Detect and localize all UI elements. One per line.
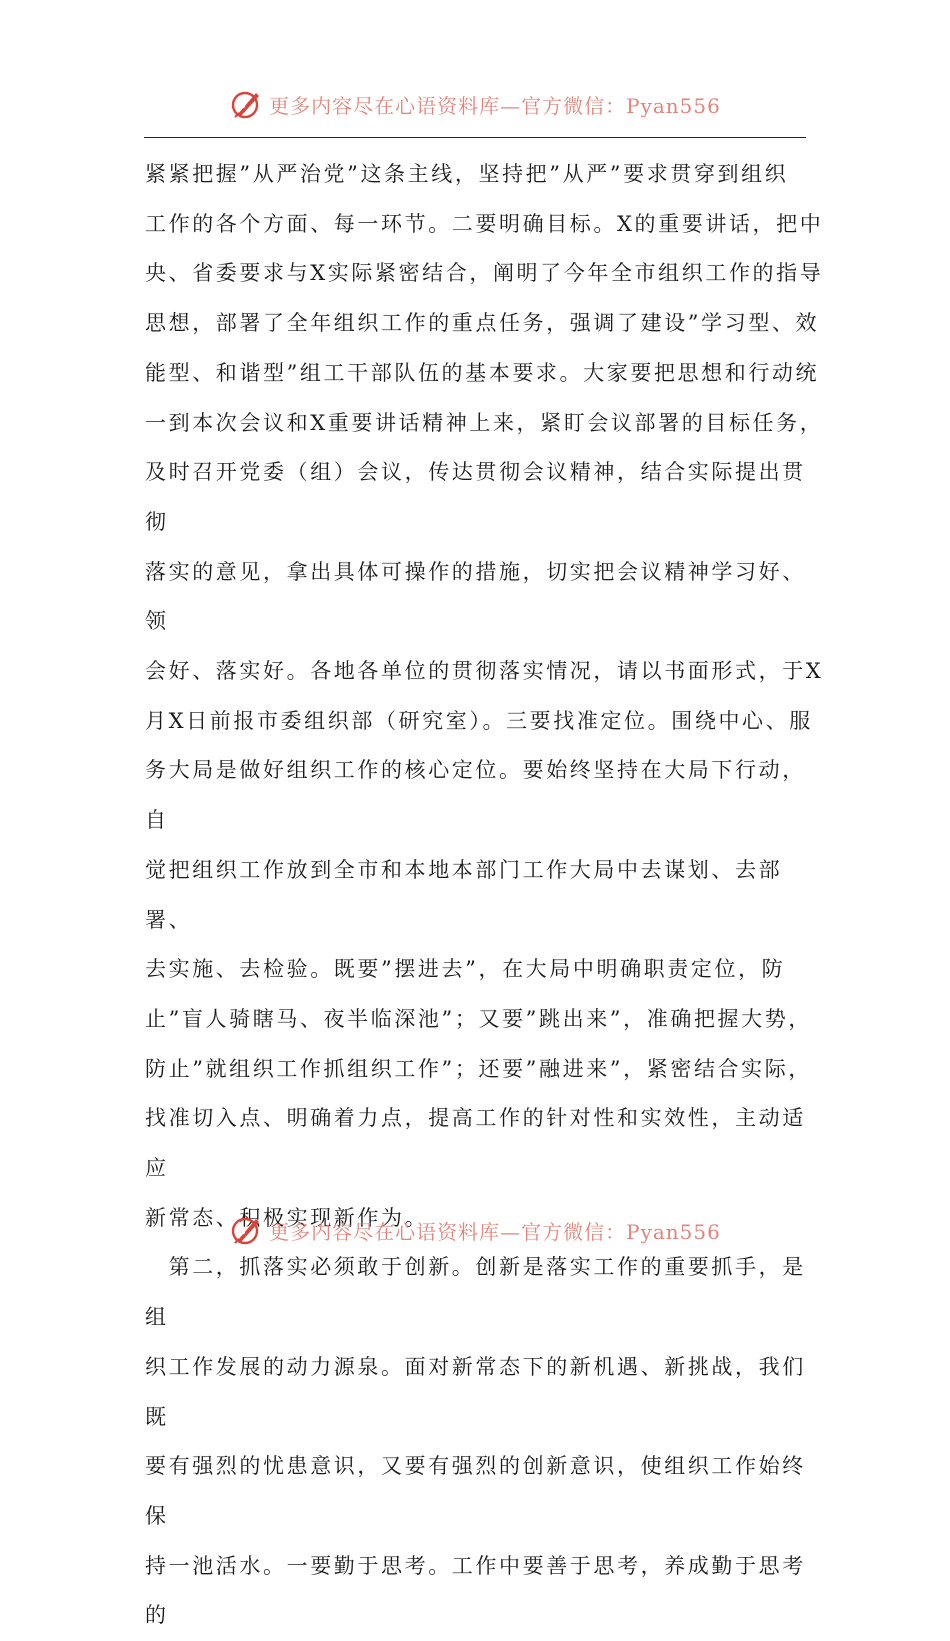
text-line: 防止”就组织工作抓组织工作”；还要”融进来”，紧密结合实际， (145, 1056, 812, 1081)
footer-watermark (0, 1208, 950, 1252)
text-line: 一到本次会议和X重要讲话精神上来，紧盯会议部署的目标任务， (145, 410, 824, 435)
text-line: 要有强烈的忧患意识，又要有强烈的创新意识，使组织工作始终保 (145, 1454, 806, 1528)
watermark-text: 更多内容尽在心语资料库—官方微信：Pyan556 (269, 93, 721, 118)
text-line: 务大局是做好组织工作的核心定位。要始终坚持在大局下行动，自 (145, 758, 806, 833)
watermark-text: 更多内容尽在心语资料库—官方微信：Pyan556 (269, 1219, 721, 1244)
quill-logo-icon (229, 87, 263, 121)
text-line: 新常态、积极实现新作为。 (145, 1205, 429, 1230)
text-line: 央、省委要求与X实际紧密结合，阐明了今年全市组织工作的指导 (145, 261, 824, 286)
text-line: 会好、落实好。各地各单位的贯彻落实情况，请以书面形式，于X (145, 659, 824, 684)
text-line: 思想，部署了全年组织工作的重点任务，强调了建设”学习型、效 (145, 311, 820, 336)
paragraph-second (145, 1243, 825, 1641)
text-line: 去实施、去检验。既要”摆进去”，在大局中明确职责定位，防 (145, 957, 786, 982)
text-line: 月X日前报市委组织部（研究室）。三要找准定位。围绕中心、服 (145, 708, 813, 733)
text-line: 落实的意见，拿出具体可操作的措施，切实把会议精神学习好、领 (145, 559, 806, 634)
text-line: 工作的各个方面、每一环节。二要明确目标。X的重要讲话，把中 (145, 211, 824, 236)
text-line: 止”盲人骑瞎马、夜半临深池”；又要”跳出来”，准确把握大势， (145, 1006, 812, 1031)
text-line: 觉把组织工作放到全市和本地本部门工作大局中去谋划、去部署、 (145, 857, 783, 932)
text-line: 持一池活水。一要勤于思考。工作中要善于思考，养成勤于思考的 (145, 1553, 806, 1628)
text-line: 第二，抓落实必须敢于创新。创新是落实工作的重要抓手，是组 (145, 1255, 806, 1330)
paragraph-continued (145, 150, 825, 1243)
header-watermark (0, 82, 950, 126)
text-line: 织工作发展的动力源泉。面对新常态下的新机遇、新挑战，我们既 (145, 1354, 806, 1429)
text-line: 能型、和谐型”组工干部队伍的基本要求。大家要把思想和行动统 (145, 360, 820, 385)
quill-logo-icon (229, 1213, 263, 1247)
header-divider (144, 137, 806, 138)
text-line: 及时召开党委（组）会议，传达贯彻会议精神，结合实际提出贯彻 (145, 460, 806, 534)
text-line: 找准切入点、明确着力点，提高工作的针对性和实效性，主动适应 (145, 1106, 806, 1181)
text-line: 紧紧把握”从严治党”这条主线，坚持把”从严”要求贯穿到组织 (145, 162, 789, 186)
document-body (145, 150, 825, 1641)
